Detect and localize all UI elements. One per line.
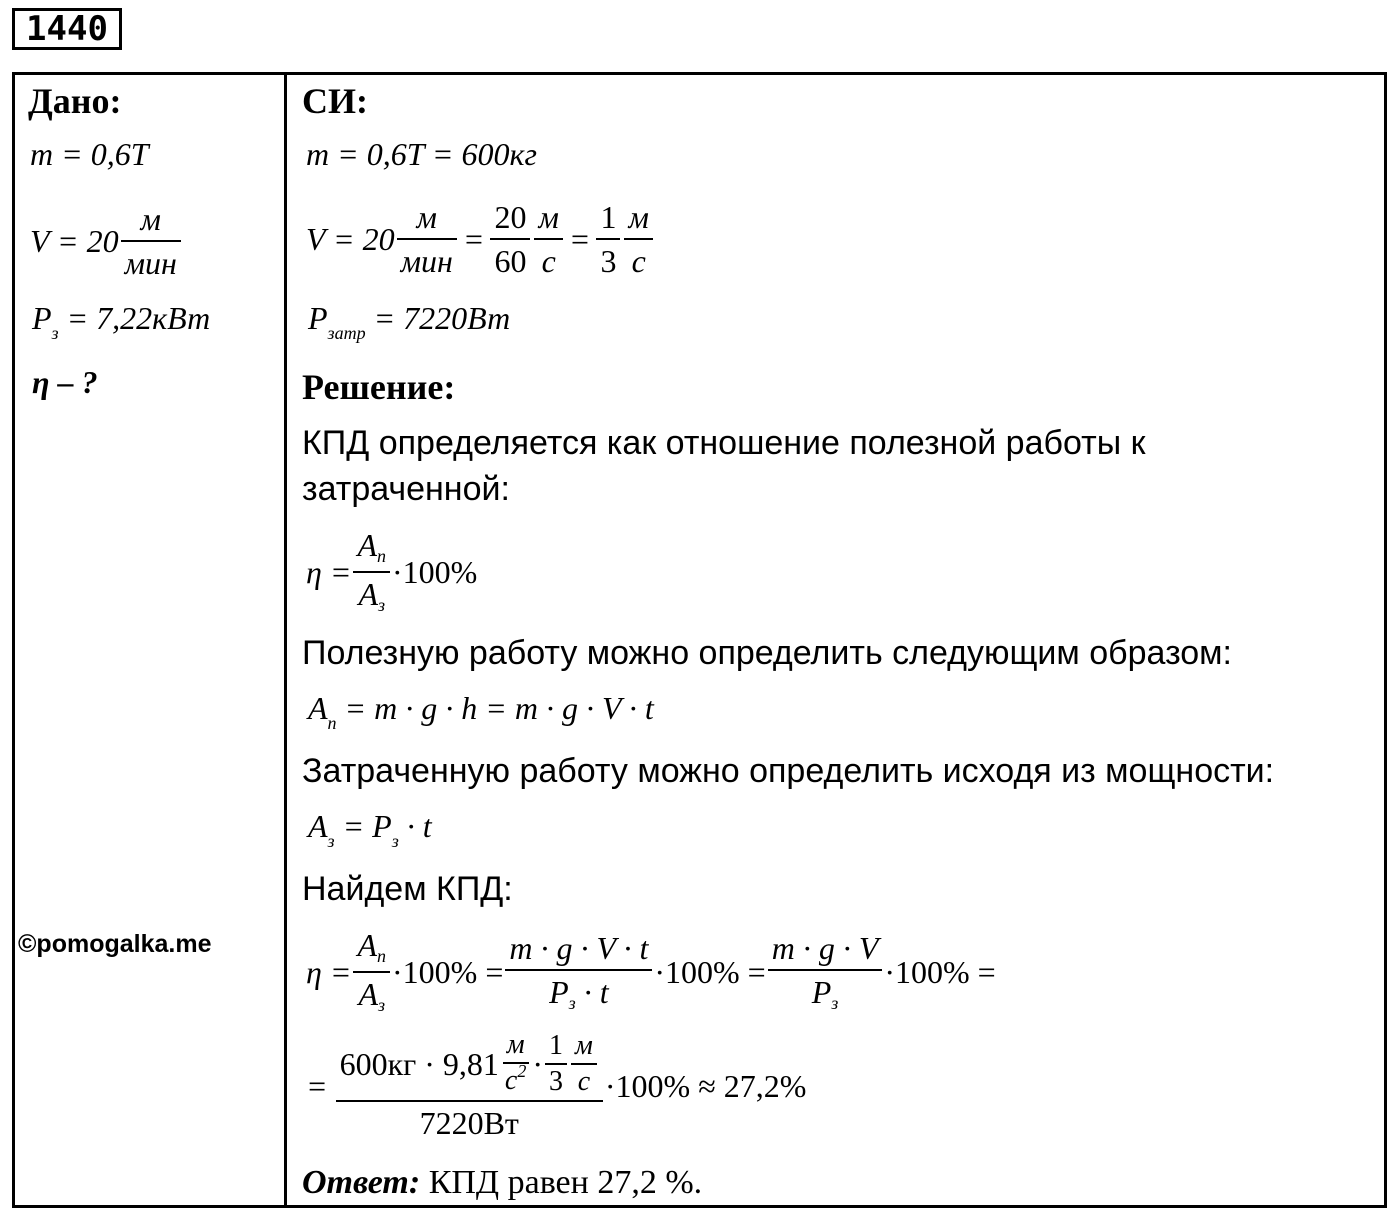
solution-text-1b: затраченной: <box>302 470 510 508</box>
answer-text: КПД равен 27,2 %. <box>420 1164 703 1201</box>
column-divider <box>284 72 287 1208</box>
si-mass: m = 0,6T = 600кг <box>306 136 537 172</box>
solution-text-4: Найдем КПД: <box>302 870 513 908</box>
solution-text-1a: КПД определяется как отношение полезной работы к <box>302 424 1146 462</box>
efficiency-calculation: = 600кг · 9,81 $\frac{м}{с^2}$ · $\frac{1}{3}$ $\frac{м}{с}$ 7220Вт ·100% ≈ 27,2% <box>306 1029 807 1141</box>
solution-text-2: Полезную работу можно определить следующим образом: <box>302 634 1233 672</box>
si-power: $P_{затр} = 7220Вт$ <box>308 300 511 343</box>
problem-number: 1440 <box>12 8 122 50</box>
si-header: СИ: <box>302 81 368 121</box>
useful-work-formula: $A_п = m \cdot g \cdot h = m \cdot g \cdot V \cdot t$ <box>308 690 654 733</box>
spent-work-formula: $A_з = P_з \cdot t$ <box>308 808 432 851</box>
given-mass: m = 0,6T <box>30 136 149 172</box>
given-unknown-efficiency: η – ? <box>32 364 98 400</box>
given-power: $P_з = 7,22кВт$ <box>32 300 211 343</box>
answer-label: Ответ: <box>302 1164 421 1201</box>
solution-text-3: Затраченную работу можно определить исходя из мощности: <box>302 752 1275 790</box>
given-header: Дано: <box>28 81 122 121</box>
si-velocity: V = 20 $\frac{м}{\text{мин}}$ = $\frac{20}{60}$ $\frac{м}{с}$ = $\frac{1}{3}$ $\frac{м}{с}$ <box>306 198 655 280</box>
answer <box>302 1164 702 1202</box>
given-velocity: V = 20 $\frac{м}{\text{мин}}$ <box>30 200 183 282</box>
efficiency-formula: η = $\frac{Aп}{Aз}$ ·100% <box>306 527 478 615</box>
watermark: ©pomogalka.me <box>18 930 212 958</box>
efficiency-derivation: η = $\frac{Aп}{Aз}$ ·100% = $\frac{m \cdot g \cdot V \cdot t}{Pз \cdot t}$ ·100% = $\frac{m \cdot g \cdot V}{Pз}$ ·100% = <box>306 927 996 1015</box>
solution-header: Решение: <box>302 367 456 407</box>
